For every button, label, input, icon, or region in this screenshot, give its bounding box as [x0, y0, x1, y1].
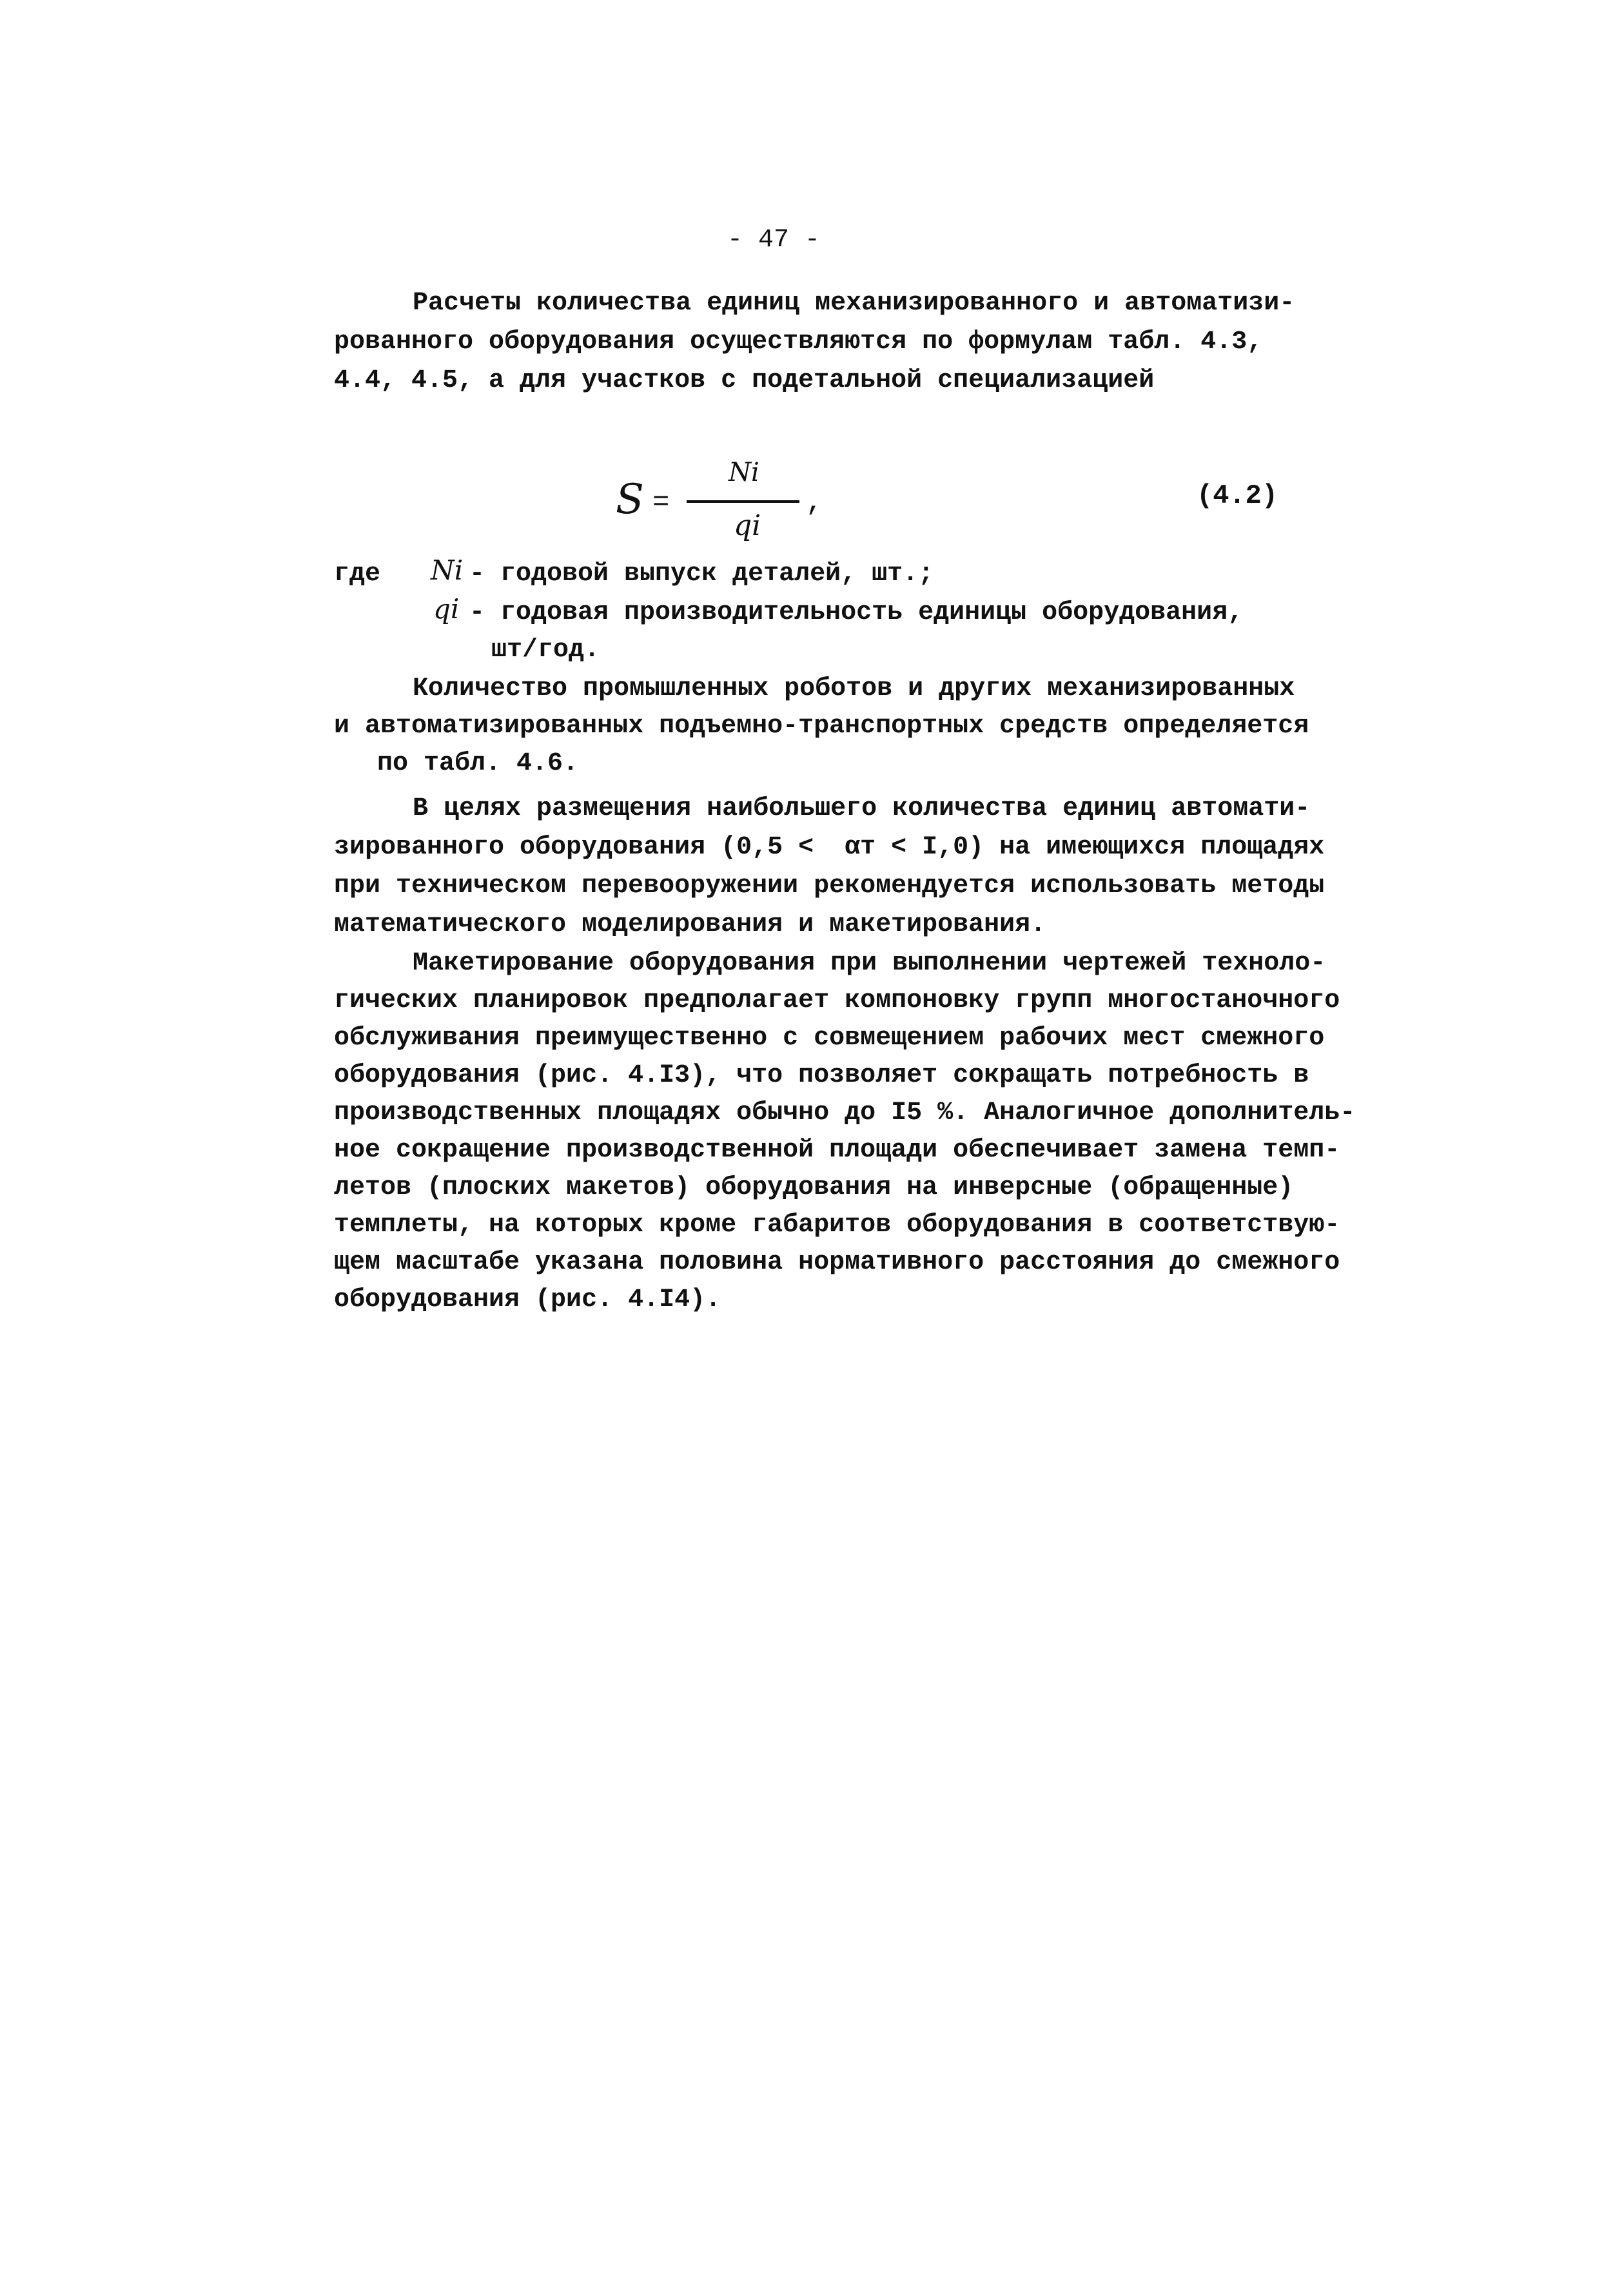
paragraph1-line-1: Расчеты количества единиц механизированного и автоматизи-	[413, 289, 1295, 318]
paragraph4-line-9: щем масштабе указана половина нормативного расстояния до смежного	[334, 1248, 1340, 1277]
where-item-2: - годовая производительность единицы оборудования,	[469, 598, 1244, 627]
paragraph4-line-8: темплеты, на которых кроме габаритов оборудования в соответствую-	[334, 1211, 1340, 1240]
paragraph2-line-1: Количество промышленных роботов и других механизированных	[413, 674, 1295, 703]
formula-denominator: qi	[734, 509, 761, 542]
formula-comma: ,	[806, 487, 823, 519]
where-symbol-N: Ni	[431, 554, 464, 586]
paragraph4-line-6: ное сокращение производственной площади обеспечивает замена темп-	[334, 1136, 1340, 1165]
paragraph4-line-10: оборудования (рис. 4.I4).	[334, 1285, 721, 1314]
paragraph4-line-7: летов (плоских макетов) оборудования на инверсные (обращенные)	[334, 1173, 1294, 1202]
paragraph3-line-3: при техническом перевооружении рекомендуется использовать методы	[334, 872, 1325, 901]
where-item-1: - годовой выпуск деталей, шт.;	[469, 560, 934, 589]
paragraph4-line-1: Макетирование оборудования при выполнении чертежей техноло-	[413, 949, 1326, 978]
paragraph3-line-2: зированного оборудования (0,5 < αт < I,0) на имеющихся площадях	[334, 833, 1325, 862]
formula-equals: =	[652, 487, 670, 519]
where-symbol-q: qi	[433, 593, 460, 625]
fraction-bar	[687, 500, 799, 503]
paragraph4-line-5: производственных площадях обычно до I5 %. Аналогичное дополнитель-	[334, 1098, 1356, 1127]
paragraph3-line-4: математического моделирования и макетирования.	[334, 910, 1046, 939]
paragraph4-line-3: обслуживания преимущественно с совмещением рабочих мест смежного	[334, 1024, 1325, 1053]
paragraph1-line-2: рованного оборудования осуществляются по формулам табл. 4.3,	[334, 327, 1263, 356]
formula-lhs: S	[616, 476, 644, 523]
page-number: - 47 -	[727, 226, 821, 255]
paragraph4-line-4: оборудования (рис. 4.I3), что позволяет сокращать потребность в	[334, 1061, 1309, 1090]
paragraph1-line-3: 4.4, 4.5, а для участков с подетальной специализацией	[334, 366, 1155, 395]
paragraph3-line-1: В целях размещения наибольшего количества единиц автомати-	[413, 794, 1311, 823]
where-label: где	[334, 560, 381, 589]
formula-number: (4.2)	[1197, 480, 1278, 511]
paragraph2-line-2: и автоматизированных подъемно-транспортных средств определяется	[334, 712, 1309, 741]
paragraph4-line-2: гических планировок предполагает компоновку групп многостаночного	[334, 986, 1340, 1015]
where-item-3: шт/год.	[491, 636, 600, 665]
formula-numerator: Ni	[729, 458, 759, 487]
paragraph2-line-3: по табл. 4.6.	[377, 749, 579, 778]
